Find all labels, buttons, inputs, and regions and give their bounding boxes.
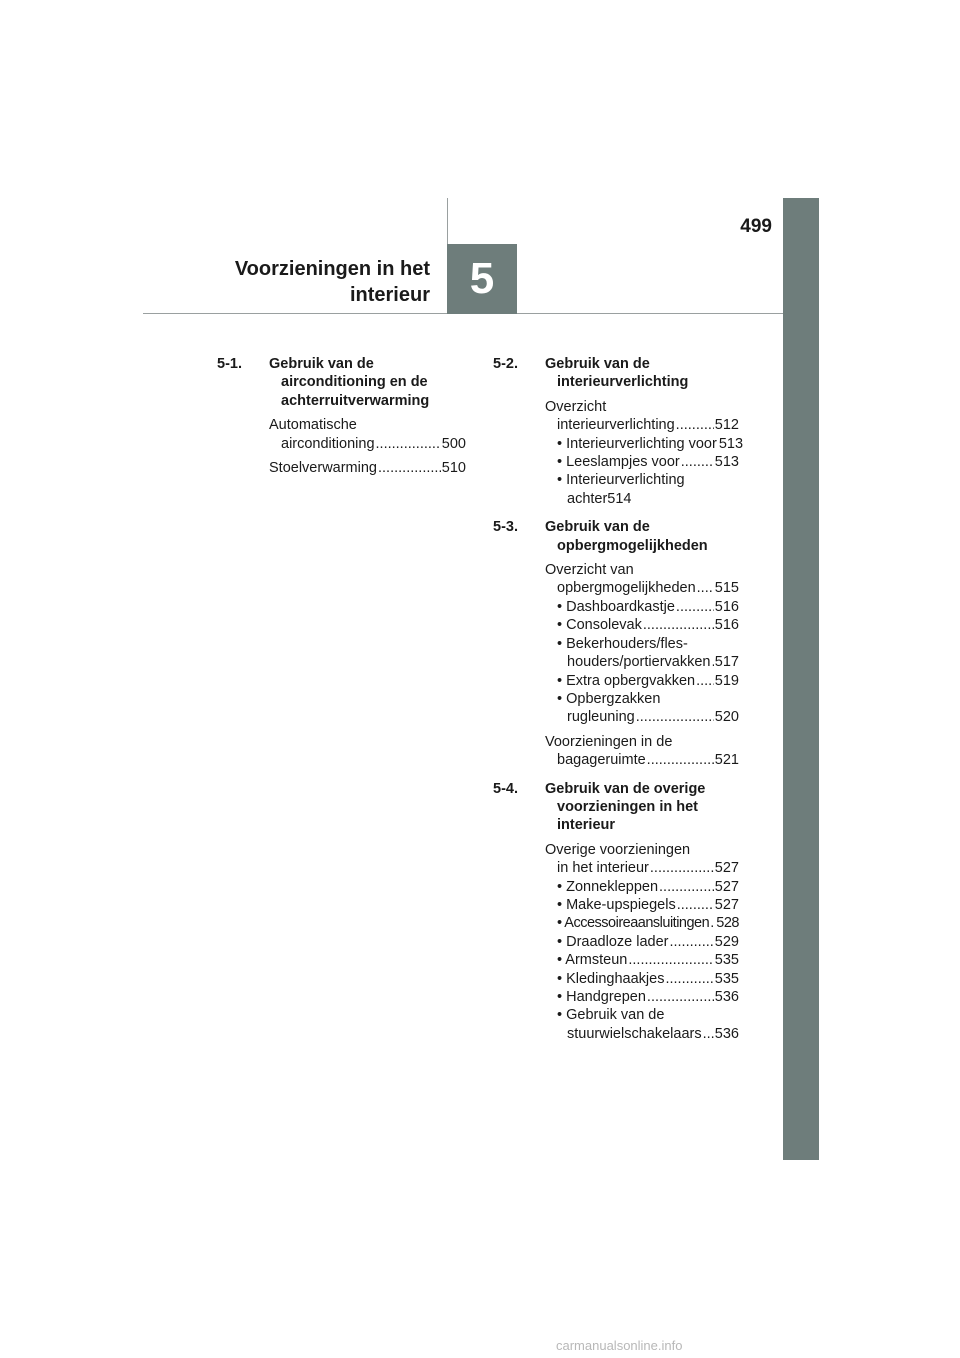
toc-entry-text: • Opbergzakken — [557, 690, 661, 707]
section-title-line: Gebruik van de — [545, 519, 650, 536]
toc-entry-text: Overzicht — [545, 398, 607, 415]
toc-entry-text: airconditioning — [281, 435, 375, 452]
toc-entry-text: • Handgrepen — [557, 989, 646, 1005]
toc-entry-text: • Kledinghaakjes — [557, 970, 665, 987]
toc-entry-armsteun[interactable] — [545, 951, 739, 969]
toc-entry-zonnekleppen[interactable] — [545, 878, 739, 896]
toc-entry-leeslampjes-voor[interactable] — [545, 453, 739, 471]
chapter-number: 5 — [469, 254, 495, 303]
leader-dots — [711, 653, 713, 671]
toc-entry-text: Automatische — [269, 417, 357, 434]
watermark: carmanualsonline.info — [556, 1338, 683, 1353]
leader-dots — [710, 914, 715, 932]
toc-entry-text: Overige voorzieningen — [545, 841, 691, 858]
chapter-number-box — [447, 244, 517, 314]
toc-page-ref: 520 — [714, 709, 739, 726]
toc-entry-text: • Bekerhouders/fles- — [557, 635, 688, 652]
leader-dots — [697, 579, 714, 597]
leader-dots — [647, 988, 714, 1006]
toc-entry-text: • Consolevak — [557, 617, 642, 634]
toc-entry-text: • Gebruik van de — [557, 1007, 665, 1024]
section-title-line: opbergmogelijkheden — [557, 537, 708, 554]
toc-page-ref: 527 — [714, 878, 739, 895]
toc-entry-text: • Accessoireaansluitingen — [557, 915, 710, 932]
toc-right-column — [493, 355, 744, 1053]
chapter-title-line2: interieur — [349, 284, 430, 306]
toc-entry-opbergzakken-rugleuning[interactable] — [545, 690, 739, 727]
toc-entry-text: • Dashboardkastje — [557, 598, 675, 615]
toc-entry-bekerhouders[interactable] — [545, 635, 739, 672]
section-number: 5-2. — [493, 356, 518, 372]
section-title-line: achterruitverwarming — [281, 392, 430, 409]
toc-entry-text: • Zonnekleppen — [557, 878, 659, 895]
toc-page-ref: 516 — [714, 598, 739, 615]
section-number: 5-1. — [217, 356, 242, 372]
toc-entry-text: • Interieurverlichting voor — [557, 435, 717, 452]
section-number: 5-3. — [493, 519, 518, 536]
header-vertical-rule — [447, 198, 448, 244]
toc-entry-interieurverlichting-achter[interactable] — [545, 471, 739, 508]
toc-page-ref: 513 — [714, 454, 739, 471]
toc-page-ref: 527 — [714, 896, 739, 913]
section-title-line: interieurverlichting — [557, 374, 689, 391]
toc-entry-handgrepen[interactable] — [545, 988, 739, 1006]
toc-page-ref: 527 — [714, 860, 739, 877]
toc-page-ref: 535 — [714, 970, 739, 987]
toc-page-ref: 529 — [714, 933, 739, 950]
section-title — [269, 355, 466, 410]
toc-entry-text: bagageruimte — [557, 752, 646, 769]
section-title-line: airconditioning en de — [281, 374, 428, 391]
toc-page-ref: 500 — [441, 435, 466, 452]
toc-section-5-3 — [493, 518, 739, 769]
section-title — [545, 518, 739, 555]
section-title-line: voorzieningen in het — [557, 798, 698, 815]
toc-entry-text: interieurverlichting — [557, 417, 675, 434]
leader-dots — [669, 933, 713, 951]
toc-page-ref: 513 — [718, 435, 744, 452]
toc-page-ref: 521 — [714, 752, 739, 769]
section-title-line: Gebruik van de — [545, 356, 650, 372]
section-title — [545, 355, 739, 392]
toc-entry-text: stuurwielschakelaars — [567, 1025, 702, 1042]
section-number: 5-4. — [493, 780, 518, 797]
toc-entry-text: rugleuning — [567, 709, 635, 726]
section-title-line: Gebruik van de overige — [545, 780, 706, 797]
toc-entry-text: • Armsteun — [557, 952, 628, 969]
toc-entry-text: Stoelverwarming — [269, 460, 377, 477]
toc-page-ref: 516 — [714, 617, 739, 634]
toc-entry-text: • Draadloze lader — [557, 933, 669, 950]
toc-section-5-1 — [217, 355, 466, 477]
toc-page-ref: 535 — [714, 952, 739, 969]
toc-entry-text: in het interieur — [557, 860, 649, 877]
toc-entry-interieurverlichting-voor[interactable] — [545, 435, 744, 453]
toc-entry-automatische-airconditioning[interactable] — [269, 416, 466, 453]
leader-dots — [676, 598, 714, 616]
section-title-line: Gebruik van de — [269, 356, 374, 372]
toc-entry-text: • Interieurverlichting — [557, 472, 685, 489]
chapter-title-line1: Voorzieningen in het — [234, 258, 430, 280]
leader-dots — [677, 896, 714, 914]
toc-entry-text: achter514 — [567, 490, 632, 507]
toc-page-ref: 536 — [714, 1025, 739, 1042]
leader-dots — [696, 672, 714, 690]
leader-dots — [636, 708, 714, 726]
leader-dots — [665, 970, 713, 988]
leader-dots — [378, 459, 441, 477]
toc-page-ref: 515 — [714, 580, 739, 597]
leader-dots — [376, 435, 441, 453]
toc-entry-overzicht-opbergmogelijkheden[interactable] — [545, 561, 739, 598]
toc-section-5-4 — [493, 780, 739, 1044]
toc-page-ref: 517 — [714, 654, 739, 671]
toc-entry-text: houders/portiervakken — [567, 654, 711, 671]
toc-entry-text: Overzicht van — [545, 562, 634, 579]
toc-entry-text: • Make-upspiegels — [557, 896, 676, 913]
toc-page-ref: 510 — [441, 460, 466, 477]
section-title — [545, 780, 739, 835]
chapter-side-tab — [783, 198, 819, 1160]
toc-entry-draadloze-lader[interactable] — [545, 933, 739, 951]
leader-dots — [650, 859, 714, 877]
toc-entry-bagageruimte[interactable] — [545, 733, 739, 770]
toc-entry-overzicht-interieurverlichting[interactable] — [545, 398, 739, 435]
toc-left-column — [217, 355, 466, 487]
toc-entry-accessoireaansluitingen[interactable] — [545, 914, 739, 932]
section-title-line: interieur — [557, 817, 616, 834]
toc-entry-consolevak[interactable] — [545, 616, 739, 634]
toc-entry-dashboardkastje[interactable] — [545, 598, 739, 616]
toc-entry-kledinghaakjes[interactable] — [545, 970, 739, 988]
toc-entry-text: Voorzieningen in de — [545, 733, 673, 750]
page-number: 499 — [740, 216, 772, 237]
toc-page-ref: 528 — [716, 915, 739, 932]
toc-entry-stuurwielschakelaars[interactable] — [545, 1006, 739, 1043]
toc-entry-make-upspiegels[interactable] — [545, 896, 739, 914]
leader-dots — [659, 878, 714, 896]
toc-section-5-2 — [493, 355, 744, 508]
toc-page-ref: 512 — [714, 417, 739, 434]
leader-dots — [703, 1025, 714, 1043]
toc-page-ref: 536 — [714, 989, 739, 1005]
toc-entry-overige-voorzieningen[interactable] — [545, 841, 739, 878]
toc-entry-text: • Leeslampjes voor — [557, 454, 680, 471]
toc-page-ref: 519 — [714, 672, 739, 689]
leader-dots — [647, 751, 714, 769]
chapter-title — [170, 256, 430, 308]
toc-entry-text: opbergmogelijkheden — [557, 580, 696, 597]
leader-dots — [628, 951, 713, 969]
toc-entry-stoelverwarming[interactable] — [269, 459, 466, 477]
leader-dots — [643, 616, 714, 634]
leader-dots — [676, 416, 714, 434]
toc-entry-text: • Extra opbergvakken — [557, 672, 696, 689]
toc-entry-extra-opbergvakken[interactable] — [545, 672, 739, 690]
leader-dots — [681, 453, 714, 471]
